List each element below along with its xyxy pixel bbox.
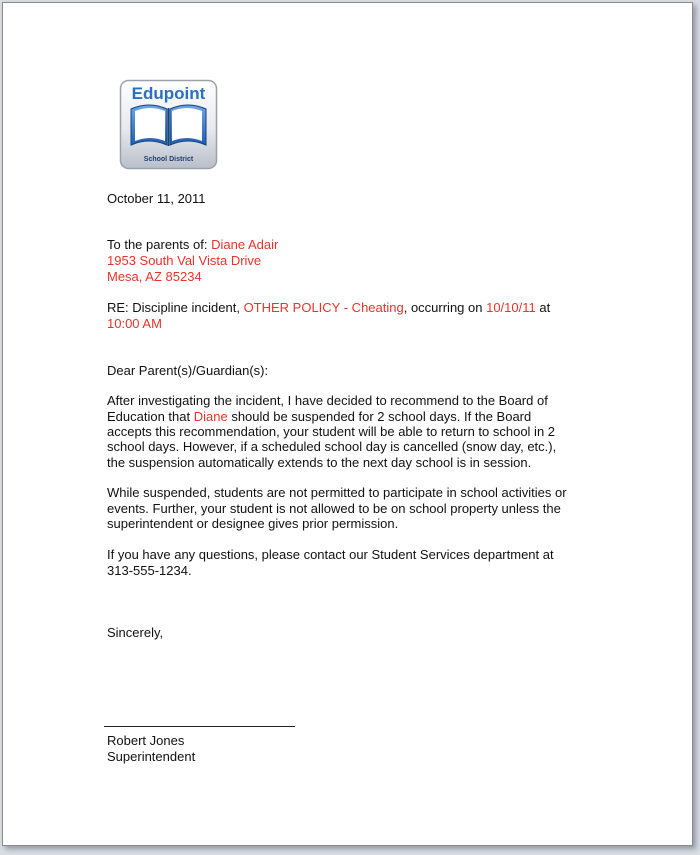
recipient-line bbox=[107, 237, 278, 253]
letter-page bbox=[2, 2, 693, 846]
p3-line-1: If you have any questions, please contact our Student Services department at bbox=[107, 547, 554, 562]
p1-line-2-end: should be suspended for 2 school days. If the Board bbox=[227, 409, 532, 424]
p1-line-1: After investigating the incident, I have decided to recommend to the Board of bbox=[107, 393, 548, 408]
p1-line-3: accepts this recommendation, your student will be able to return to school in 2 bbox=[107, 424, 556, 439]
recipient-name: Diane Adair bbox=[211, 237, 279, 252]
re-at: at bbox=[535, 300, 551, 315]
letter-date: October 11, 2011 bbox=[107, 191, 206, 206]
open-book-icon bbox=[131, 105, 206, 146]
logo-subtitle: School District bbox=[143, 156, 194, 163]
salutation: Dear Parent(s)/Guardian(s): bbox=[107, 363, 269, 378]
re-time: 10:00 AM bbox=[107, 316, 162, 331]
recipient-prefix: To the parents of: bbox=[107, 237, 212, 252]
p1-line-4: school days. However, if a scheduled school day is cancelled (snow day, etc.), bbox=[107, 439, 557, 454]
p2-line-1: While suspended, students are not permitted to participate in school activities or bbox=[107, 485, 567, 500]
p2-line-3: superintendent or designee gives prior permission. bbox=[107, 516, 399, 531]
p1-line-2-start: Education that bbox=[107, 409, 194, 424]
signatory-name: Robert Jones bbox=[107, 733, 185, 748]
signature-line bbox=[104, 726, 295, 727]
re-incident: OTHER POLICY - Cheating bbox=[243, 300, 404, 315]
address-line-1: 1953 South Val Vista Drive bbox=[107, 253, 262, 268]
p2-line-2: events. Further, your student is not allowed to be on school property unless the bbox=[107, 501, 561, 516]
re-middle: , occurring on bbox=[403, 300, 487, 315]
logo-brand-point: point bbox=[163, 84, 206, 103]
address-line-2: Mesa, AZ 85234 bbox=[107, 269, 202, 284]
edupoint-logo bbox=[119, 79, 218, 170]
svg-text:Edupoint bbox=[132, 84, 206, 103]
student-first-name: Diane bbox=[193, 409, 228, 424]
re-prefix: RE: Discipline incident, bbox=[107, 300, 244, 315]
p1-line-5: the suspension automatically extends to the next day school is in session. bbox=[107, 455, 532, 470]
logo-brand-edu: Edu bbox=[131, 84, 164, 103]
closing: Sincerely, bbox=[107, 625, 164, 640]
contact-phone: 313-555-1234. bbox=[107, 563, 192, 578]
re-line-1 bbox=[107, 300, 550, 316]
signatory-title: Superintendent bbox=[107, 749, 196, 764]
re-date: 10/10/11 bbox=[486, 300, 536, 315]
p1-line-2 bbox=[107, 409, 531, 425]
